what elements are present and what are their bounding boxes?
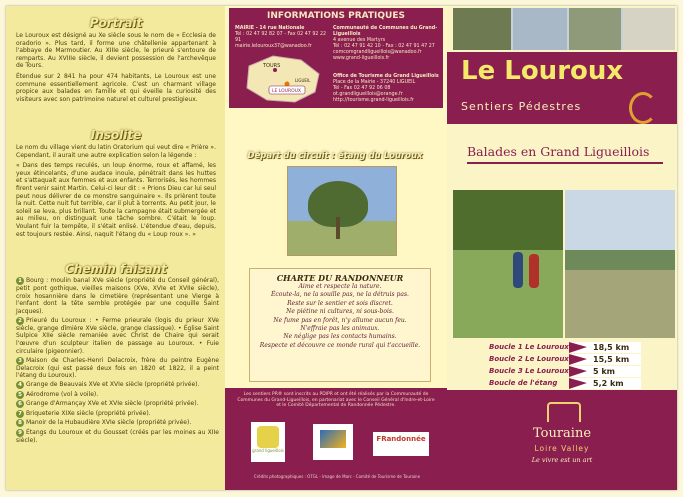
route-step: 1 Bourg : moulin banal XVe siècle (propriété du Conseil général), petit pont gothique, vieilles maisons (XVe, XVIe et XVIIe siècle), croix hosannière dans le cimetière (représentant une Vierge à l'enfant dont la tête semble protégée par une coquille Saint Jacques). xyxy=(16,277,219,315)
logo-ffrandonnee: FRandonnée xyxy=(373,432,429,456)
brochure-page xyxy=(6,6,677,490)
route-step: 7 Briqueterie XIXe siècle (propriété privée). xyxy=(16,410,219,418)
charter-box xyxy=(249,268,431,382)
route-km: 5 km xyxy=(593,367,616,376)
funders-text: Les sentiers PR® sont inscrits au PDIPR et ont été réalisés par la Communauté de Communes du Grand-Ligueillois, en partenariat avec le Conseil Général d'Indre-et-Loire et le Comité Départemental de Randonnée Pédestre. xyxy=(237,392,435,409)
depart-title: Départ du circuit : étang du Louroux xyxy=(247,151,423,161)
logo-mark xyxy=(320,430,346,448)
ot-block xyxy=(333,74,441,104)
cc-title: Communauté de Communes du Grand-Ligueillois xyxy=(333,26,438,37)
route-step: 6 Grange d'Armançay XVe et XVIe siècle (propriété privée). xyxy=(16,400,219,408)
charter-line: Respecte et découvre ce monde rural qui t'accueille. xyxy=(259,341,421,349)
mairie-tel: Tél : 02 47 92 82 07 - Fax 02 47 92 22 91 xyxy=(235,32,327,43)
chemin-title: Chemin faisant xyxy=(65,262,167,276)
charter-line: N'effraie pas les animaux. xyxy=(300,325,380,333)
charter-line: Reste sur le sentier et sois discret. xyxy=(287,299,393,307)
loire-valley: Loire Valley xyxy=(534,444,590,453)
portrait-paragraph: Étendue sur 2 841 ha pour 474 habitants, Le Louroux est une commune essentiellement agricole. C'est un charmant village propice aux balades en famille et qui éveille la curiosité des visiteurs avec son patrimoine naturel et culturel prestigieux. xyxy=(16,72,216,103)
portrait-paragraph: Le Louroux est désigné au Xe siècle sous le nom de « Ecclesia de oradorio ». Plus tard, il forme une châtellenie appartenant à l'abbaye de Marmoutier. Au XIIIe siècle, le prieuré s'entoure de remparts. Au XVIIIe siècle, il devient possession de l'archevêque de Tours. xyxy=(16,32,216,70)
credits-text: Crédits photographiques : OTGL - Image de Marc - Comité de Tourisme de Touraine xyxy=(253,474,421,479)
funders-band xyxy=(225,388,447,490)
route-list xyxy=(16,277,219,446)
charter-line: Ne fume pas en forêt, n'y allume aucun feu. xyxy=(273,316,407,324)
map-label-village: LE LOUROUX xyxy=(272,89,302,94)
ot-addr: Place de la Mairie - 37240 LIGUEIL xyxy=(333,80,416,85)
route-name: Boucle de l'étang xyxy=(489,379,558,387)
ot-title: Office de Tourisme du Grand Ligueillois xyxy=(333,74,439,79)
charter-line: Écoute-la, ne la souille pas, ne la détruis pas. xyxy=(271,291,409,299)
main-title: Le Louroux xyxy=(461,56,624,86)
slogan: Le vivre est un art xyxy=(531,456,593,464)
cc-web: www.grand-ligueillois.fr xyxy=(333,56,390,61)
portrait-title: Portrait xyxy=(89,16,143,30)
location-map xyxy=(239,52,327,106)
insolite-title: Insolite xyxy=(90,128,142,142)
route-step: 9 Étangs du Louroux et du Gousset (créés par les moines au XIIe siècle). xyxy=(16,428,219,444)
touraine-band xyxy=(447,390,677,490)
title-band xyxy=(447,52,677,124)
route-km: 15,5 km xyxy=(593,355,630,364)
divider xyxy=(467,162,663,164)
start-photo xyxy=(287,166,397,256)
subtitle: Sentiers Pédestres xyxy=(461,100,582,113)
middle-column xyxy=(225,6,447,490)
hikers-photo xyxy=(453,190,563,338)
logo-region xyxy=(313,424,353,460)
route-step: 5 Aérodrome (vol à voile). xyxy=(16,391,219,399)
route-km: 18,5 km xyxy=(593,343,630,352)
hiker-icon xyxy=(629,92,657,124)
mairie-label: MAIRIE - 14 rue Nationale xyxy=(235,26,305,31)
ot-mail: ot.grandligueillois@orange.fr xyxy=(333,92,403,97)
map-label-ligueil: LIGUEIL xyxy=(295,78,311,83)
insolite-text xyxy=(16,144,216,241)
insolite-paragraph: « Dans des temps reculés, un loup énorme, roux et affamé, les yeux étincelants, d'une audace inouïe, pénétrait dans les huttes et s'attaquait aux femmes et aux enfants. Terrorisés, les hommes firent venir saint Martin. Celui-ci leur dit : « Prions Dieu car lui seul peut nous délivrer de ce monstre sanguinaire ». Ils prièrent toute la nuit. Cette nuit fut terrible, car il plut à torrents. Au petit jour, le soleil se leva, plus brillant. Toute la campagne était submergée et au milieu, on distinguait une tâche sombre. C'était le loup. Voulant fuir la tempête, il s'était enlisé. L'étendue d'eau, depuis, est toujours restée. Ainsi, naquit l'étang du « Loup roux ». » xyxy=(16,162,216,238)
ot-web: http://tourisme.grand-ligueillois.fr xyxy=(333,98,414,103)
route-step: 3 Maison de Charles-Henri Delacroix, frère du peintre Eugène Delacroix (qui est passé deux fois en 1820 et 1822, il a peint l'étang du Louroux). xyxy=(16,356,219,380)
portrait-text xyxy=(16,32,216,106)
cc-tel: Tél : 02 47 91 42 10 - Fax : 02 47 91 47 27 xyxy=(333,44,435,49)
route-name: Boucle 2 Le Louroux xyxy=(489,355,569,363)
info-panel xyxy=(229,8,443,108)
charter-title: CHARTE DU RANDONNEUR xyxy=(276,273,404,283)
touraine-title: Touraine xyxy=(532,426,592,441)
pond-photo xyxy=(565,190,675,338)
route-km: 5,2 km xyxy=(593,379,624,388)
right-column xyxy=(447,6,677,490)
charter-line: Ne néglige pas les contacts humains. xyxy=(283,333,397,341)
logo-mark xyxy=(257,426,279,448)
info-title: INFORMATIONS PRATIQUES xyxy=(267,11,405,21)
mairie-block xyxy=(235,26,331,50)
route-step: 2 Prieuré du Louroux : • Ferme prieurale (logis du prieur XVe siècle, grange dîmière XVe siècle, grange classique). • Église Saint Sulpice XIIe siècle remaniée avec Christ de Chaire qui serait l'œuvre d'un sculpteur italien de passage au Louroux. • Fuie circulaire (pigeonnier). xyxy=(16,316,219,355)
charter-line: Ne piétine ni cultures, ni sous-bois. xyxy=(286,308,394,316)
routes-list xyxy=(489,343,669,391)
mairie-mail: mairie.lelouroux37@wanadoo.fr xyxy=(235,44,312,49)
logo-grand-ligueillois xyxy=(251,422,285,462)
route-step: 8 Manoir de la Hubaudière XVIe siècle (propriété privée). xyxy=(16,419,219,427)
route-step: 4 Grange de Beauvais XVe et XVIe siècle (propriété privée). xyxy=(16,381,219,389)
charter-line: Aime et respecte la nature. xyxy=(298,283,382,290)
village-photo-strip xyxy=(453,8,675,50)
cc-block xyxy=(333,26,439,62)
cc-addr: 4 avenue des Martyrs xyxy=(333,38,386,43)
route-name: Boucle 1 Le Louroux xyxy=(489,343,569,351)
logo1-text: grand ligueillois xyxy=(252,448,284,453)
insolite-paragraph: Le nom du village vient du latin Oratorium qui veut dire « Prière ». Cependant, il aurait une autre explication selon la légende : xyxy=(16,144,216,159)
route-name: Boucle 3 Le Louroux xyxy=(489,367,569,375)
left-column xyxy=(6,6,225,490)
ot-tel: Tél - Fax 02 47 92 06 08 xyxy=(333,86,391,91)
map-label-tours: TOURS xyxy=(263,63,281,69)
balades-title: Balades en Grand Ligueillois xyxy=(467,144,650,159)
cc-mail: comcomgrandligueillois@wanadoo.fr xyxy=(333,50,422,55)
chateau-icon xyxy=(547,402,581,422)
